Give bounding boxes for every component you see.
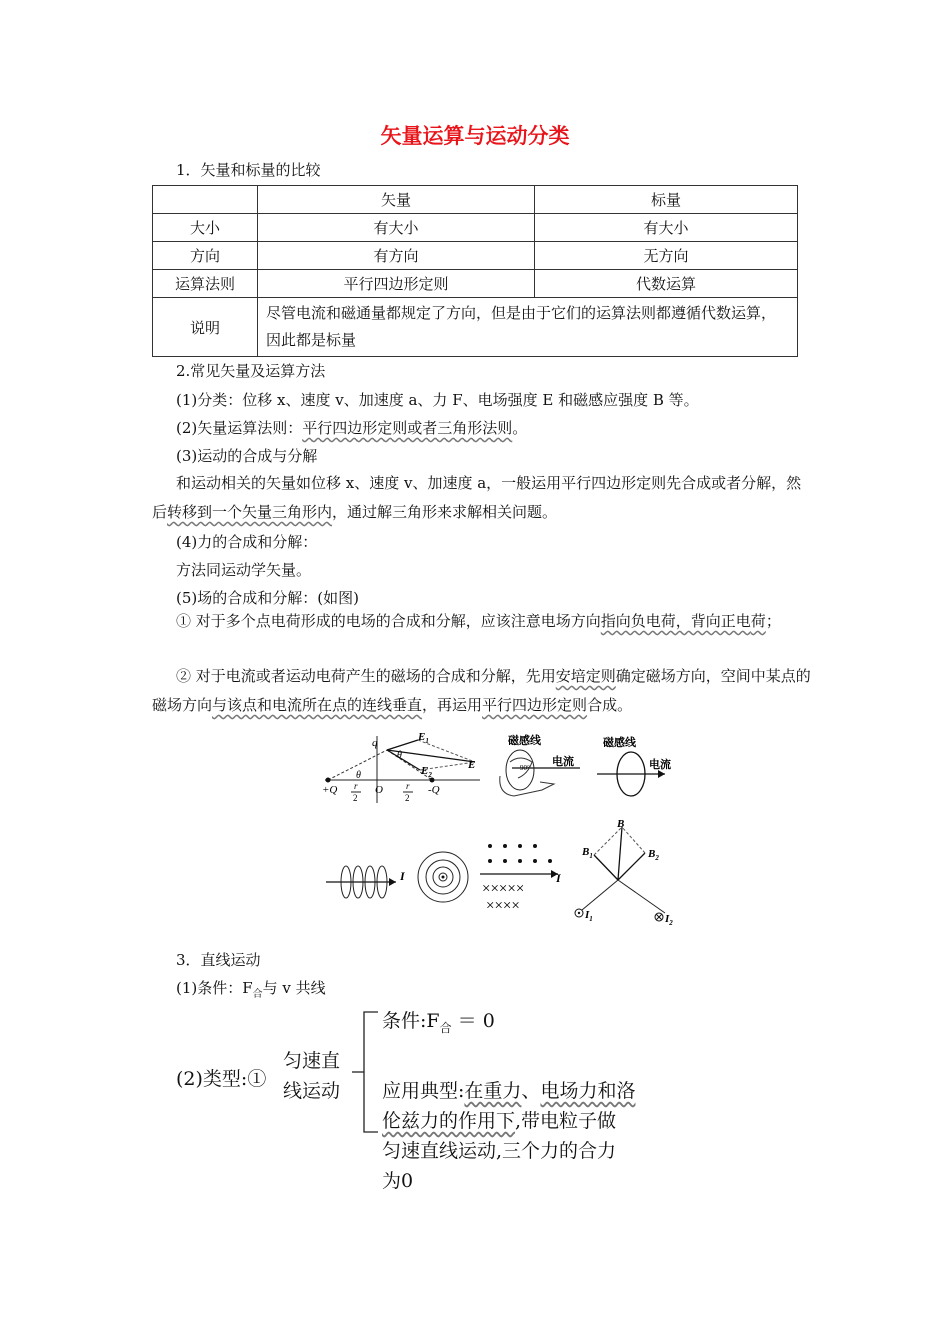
pos-charge-label: +Q (322, 784, 338, 796)
rotation-label: 90° (520, 764, 530, 772)
e-label: E (468, 759, 476, 771)
row-scalar: 代数运算 (535, 270, 798, 298)
wire-field-diagram (478, 840, 566, 914)
neg-charge-label: -Q (428, 784, 440, 796)
origin-label: O (375, 784, 383, 796)
linear-condition: (1)条件：$F_合$与 v 共线 (176, 979, 326, 1000)
cross-row: ××××× (482, 881, 525, 897)
r-label: r (406, 781, 410, 791)
table-header-vector: 矢量 (258, 186, 535, 214)
row-label: 大小 (153, 214, 258, 242)
q-label: q (372, 737, 378, 749)
row-scalar: 有大小 (535, 214, 798, 242)
note-label: 说明 (153, 298, 258, 357)
two-label: 2 (405, 793, 410, 803)
row-vector: 有方向 (258, 242, 535, 270)
vector-rule: (2)矢量运算法则：平行四边形定则或者三角形法则。 (176, 419, 528, 437)
section1-heading: 1．矢量和标量的比较 (176, 161, 321, 179)
uniform-application: 应用典型:在重力、电场力和洛 伦兹力的作用下,带电粒子做 匀速直线运动,三个力的合力 为0 (382, 1080, 636, 1192)
table-row (153, 242, 798, 270)
table-header-empty (153, 186, 258, 214)
section3-heading: 3．直线运动 (176, 951, 261, 969)
solenoid-diagram (326, 860, 416, 904)
motion-paragraph: 和运动相关的矢量如位移 x、速度 v、加速度 a，一般运用平行四边形定则先合成或者分解，然后转移到一个矢量三角形内，通过解三角形来求解相关问题。 (152, 474, 802, 521)
cross-row: ×××× (486, 898, 520, 914)
current-label: 电流 (552, 756, 574, 768)
table-header-row (153, 186, 798, 214)
row-label: 运算法则 (153, 270, 258, 298)
table-row (153, 214, 798, 242)
row-label: 方向 (153, 242, 258, 270)
field-heading: (5)场的合成和分解：(如图) (176, 589, 359, 607)
type-label: (2)类型:① (176, 1068, 267, 1090)
page-title: 矢量运算与运动分类 (380, 123, 570, 148)
vector-classification: (1)分类：位移 x、速度 v、加速度 a、力 F、电场强度 E 和磁感应强度 B 等。 (176, 391, 699, 409)
i2-label: $I_2$ (665, 913, 673, 927)
current-i-label: I (400, 869, 405, 883)
right-hand-rule-diagram (492, 732, 587, 800)
table-header-scalar: 标量 (535, 186, 798, 214)
uniform-condition: 条件$:F_合 = 0$ (382, 1010, 495, 1035)
b1-label: $B_1$ (582, 846, 593, 860)
note-text: 尽管电流和磁通量都规定了方向，但是由于它们的运算法则都遵循代数运算，因此都是标量 (258, 298, 798, 357)
force-heading: (4)力的合成和分解： (176, 533, 318, 551)
electric-field-paragraph: ① 对于多个点电荷形成的电场的合成和分解，应该注意电场方向指向负电荷，背向正电荷； (176, 612, 781, 630)
i1-label: $I_1$ (585, 909, 593, 923)
force-text: 方法同运动学矢量。 (176, 561, 312, 579)
bracket (350, 1010, 380, 1135)
table-row (153, 270, 798, 298)
flux-label: 磁感线 (603, 737, 636, 749)
loop-field-diagram (593, 734, 703, 798)
b-label: B (617, 818, 625, 830)
e1-label: $E_1$ (418, 731, 429, 745)
row-vector: 平行四边形定则 (258, 270, 535, 298)
row-vector: 有大小 (258, 214, 535, 242)
motion-heading: (3)运动的合成与分解 (176, 447, 318, 465)
uniform-motion-label: 匀速直 线运动 (283, 1050, 341, 1102)
r-label: r (354, 781, 358, 791)
e2-label: $E_2$ (421, 765, 432, 779)
row-scalar: 无方向 (535, 242, 798, 270)
section2-heading: 2.常见矢量及运算方法 (176, 362, 326, 380)
current-i-label: I (556, 871, 561, 885)
theta-label: θ (356, 770, 361, 781)
b-superposition-diagram (570, 815, 690, 930)
current-label: 电流 (649, 759, 671, 771)
b2-label: $B_2$ (648, 848, 659, 862)
magnetic-field-paragraph: ② 对于电流或者运动电荷产生的磁场的合成和分解，先用安培定则确定磁场方向，空间中某点的磁场方向与该点和电流所在点的连线垂直，再运用平行四边形定则合成。 (152, 667, 811, 714)
electric-field-diagram (320, 728, 490, 808)
two-label: 2 (353, 793, 358, 803)
comparison-table (152, 185, 798, 357)
flux-label: 磁感线 (508, 735, 541, 747)
table-row-note (153, 298, 798, 357)
concentric-field-diagram (415, 848, 471, 906)
theta-label: θ (397, 750, 402, 761)
